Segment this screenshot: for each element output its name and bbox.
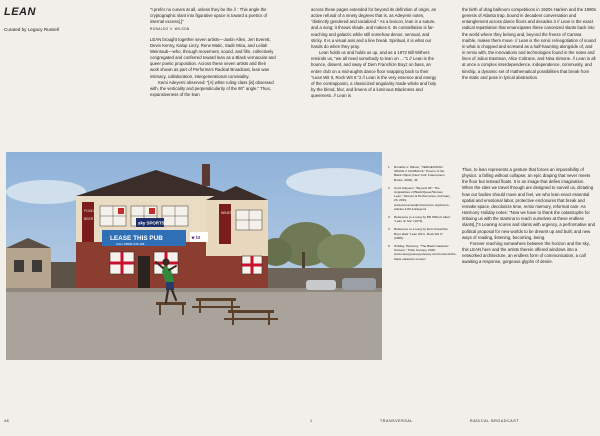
paragraph: Kemi Adeyemi observed: "[A] white ruling class [is] obsessed with, the verticality and perpendicularity of the 90° angle." Thus, expansiveness of the lean: [150, 79, 274, 98]
paragraph: LEAN brought together seven artists—Justin Allen, Jen Everett, Devin Kenny, Kalup Linzy, Rene Matic, Sadé Mica, and Leilah Weinraub—who, through movement, sound, and film, collectively congregated and conferred toward lean as a Black vernacular and queer poetic proposition. Across these seven artists and their work shown as part of Performa's Radical Broadcast, lean was intimacy, collaboration, intergenerational conviviality.: [150, 36, 276, 79]
paragraph: Thus, to lean represents a gesture that forces an impossibility of physics: a falling without collapse; an epic draping that never meets the floor but instead floats. It is an image that defies imagination. When the sites we travel through are designed to surveil us, dictating how our bodies should move and feel, we who lean enact essential spatial and emotional labor, protective enclosures that break and remake space, decolonize time, remix memory, reformat care. As Harmony Holiday notes: "Now we have to thank the catastrophe for imbuing us with the stamina to reach ourselves at these endless slants[.]"4 Leaning scores and slants with urgency, a performative and political proposal for new worlds to be dreamt up and built; and new ways of reading, listening, becoming, being.: [462, 167, 596, 240]
bt-sport-sign: ★ bt: [191, 235, 201, 240]
paragraph: Forever reaching somewhere between the horizon and the sky, this LEAN here and the artists therein offered windows into a networked architecture, an endless form of communication, a call awaiting a response, gorgeous glyphs of desire.: [462, 240, 590, 265]
section-number: 1: [310, 419, 313, 423]
footnote: 5 Holiday, Harmony, "The Black Catatonic Scream," Triple Canopy, 2020, www.canopycanopycanopy.com/contents/the-black-catatonic-scream: [388, 244, 457, 261]
side-sign-wines: WINES: [221, 211, 233, 215]
epigraph-quote: "I prefer no curves at all, unless they be the // : This angle the cryptographic slant into figurative space is toward a poetics of internal excess[.]": [150, 7, 268, 25]
section-label: TRANSVERSAL: [380, 419, 413, 423]
text-column-3-continued: [462, 167, 596, 266]
photo-illustration: [6, 152, 382, 360]
side-sign-food: FOOD: [84, 209, 94, 213]
text-column-3: [462, 7, 596, 81]
lease-banner-phone: CALL 08082 346 208: [116, 242, 145, 246]
curator-credit: Curated by Legacy Russell: [4, 27, 59, 32]
publication-label: RADICAL BROADCAST: [470, 419, 520, 423]
paragraph: the birth of drag ballroom competitions in 1920s Harlem and the 1990s genesis of Atlanta trap, bound in decadent conversation and entanglement across dance floors and decades.3 // Lean is the exact radical repatriation that emancipates these canonized slants back into the world where they belong and, beyond the freeze of Carrara marble, makes them move. // Lean is the sonic re/negotiation of sound in what is chopped and screwed as a half-haunting alongside of, and in remix with, the innovations and technologies found in the notes and lines of Julius Eastman, Alice Coltrane, and Nina Simone. // Lean is all at once a complex interdependence, independence, community, and kinship, a dynamic set of mathematical possibilities that break from the static and pose in lyrical abstraction.: [462, 7, 596, 80]
footnotes: [388, 165, 457, 265]
footnote: 3 Reference to a song by Bill Withers titled "Lean on Me" (1972).: [388, 215, 450, 224]
footnote: 4 Reference to a song by Dem Franchize Boyz titled "Lean Wit It, Rock Wit It" (2006).: [388, 227, 448, 240]
sky-sports-sign: sky SPORTS: [138, 220, 165, 226]
epigraph-attribution: RONALDO V. WILSON: [150, 27, 190, 32]
paragraph: across these pages extended for beyond its definition of origin, an active refusal of a ninety degrees that is, as Adeyemi notes, "distinctly gendered and racialized." As a lexicon, lean is a suture, and a song; it throws shade, and makes it. Its constellation is far-reaching and galactic while still somehow dense, sensual, and sticky. It is a visual axis and a line break. Spiritual, it is what our hands do when they pray.: [311, 7, 437, 49]
footnote: 2 Kemi Adeyemi, "Beyond 90°: The Angularities of Black/Queer/Women Lean," Women & Performance, February 26, 2019, www.womenandperformance.org/bonus-articles-1/29-1/adeyemi: [388, 185, 450, 211]
text-column-1: [150, 7, 276, 98]
footnote: 1 Ronaldo V. Wilson, "VERGE/ODAN SPACE // CAUBAN-8," Poems of the Black Object (New York: Futurepoem Books, 2009), 49.: [388, 165, 445, 182]
paragraph: Lean holds us and holds us up, and as a 1972 Bill Withers reminds us, "we all need somebody to lean on …"1 // Lean is the bounce, dissent, and sway of Dem Franchize Boyz on bass, an entire club on a mid-aughts dance floor snapping back to their "Lean Wit It, Rock Wit It."2 // Lean is the very essence and energy of the contrapposto, a classicized angularity made whole and holy by the blend, blur, and limens of a luminous Blackness and queerness. // Lean is: [311, 50, 437, 99]
side-building: [6, 248, 51, 290]
pub-photograph: [6, 152, 382, 360]
page-title: LEAN: [4, 6, 36, 18]
lease-banner-text: LEASE THIS PUB: [110, 235, 163, 242]
side-sign-beer: BEER: [84, 217, 94, 221]
page-number: 46: [4, 419, 10, 423]
pavement: [6, 288, 382, 360]
text-column-2: [311, 7, 439, 99]
